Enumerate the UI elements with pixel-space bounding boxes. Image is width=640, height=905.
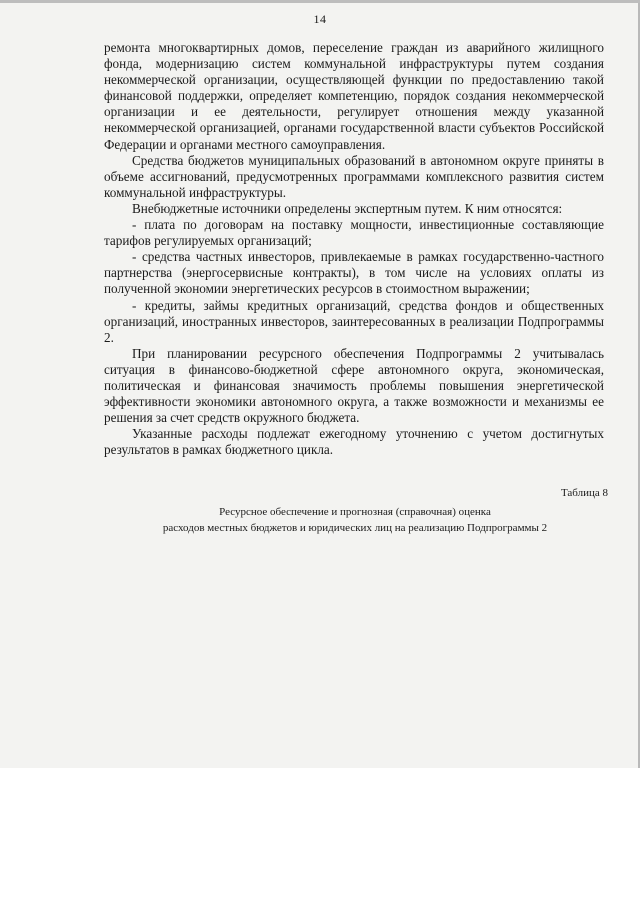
table-title-line: расходов местных бюджетов и юридических лиц на реализацию Подпрограммы 2 [162,522,548,534]
table-title-line: Ресурсное обеспечение и прогнозная (справочная) оценка [219,506,491,518]
page-number: 14 [313,12,327,26]
list-item: - плата по договорам на поставку мощности, инвестиционные составляющие тарифов регулируемых организаций; [104,217,604,249]
list-item: - средства частных инвесторов, привлекаемые в рамках государственно-частного партнерства (энергосервисные контракты), в том числе на условиях оплаты из полученной экономии энергетических ресурсов в стоимостном выражении; [104,249,604,297]
list-item: - кредиты, займы кредитных организаций, средства фондов и общественных организаций, иностранных инвесторов, заинтересованных в реализации Подпрограммы 2. [104,297,604,345]
paragraph: Средства бюджетов муниципальных образований в автономном округе приняты в объеме ассигнований, предусмотренных программами комплексного развития систем коммунальной инфраструктуры. [104,152,604,200]
paragraph: При планировании ресурсного обеспечения Подпрограммы 2 учитывалась ситуация в финансово-бюджетной сфере автономного округа, экономическая, политическая и финансовая значимость проблемы повышения энергетической эффективности экономики автономного округа, а также возможности и механизмы ее решения за счет средств окружного бюджета. [104,345,604,426]
table-label: Таблица 8 [560,487,608,499]
body-text [104,40,604,458]
table-title [120,504,590,536]
paragraph: ремонта многоквартирных домов, переселение граждан из аварийного жилищного фонда, модернизацию систем коммунальной инфраструктуры путем создания некоммерческой организации, осуществляющей функции по предоставлению такой финансовой поддержки, определяет компетенцию, порядок создания некоммерческой организации и ее деятельности, регулирует отношения между указанной некоммерческой организацией, органами государственной власти субъектов Российской Федерации и органами местного самоуправления. [104,40,604,152]
paragraph: Внебюджетные источники определены экспертным путем. К ним относятся: [132,200,563,216]
scan-edge [0,0,640,3]
paragraph: Указанные расходы подлежат ежегодному уточнению с учетом достигнутых результатов в рамках бюджетного цикла. [104,426,604,458]
